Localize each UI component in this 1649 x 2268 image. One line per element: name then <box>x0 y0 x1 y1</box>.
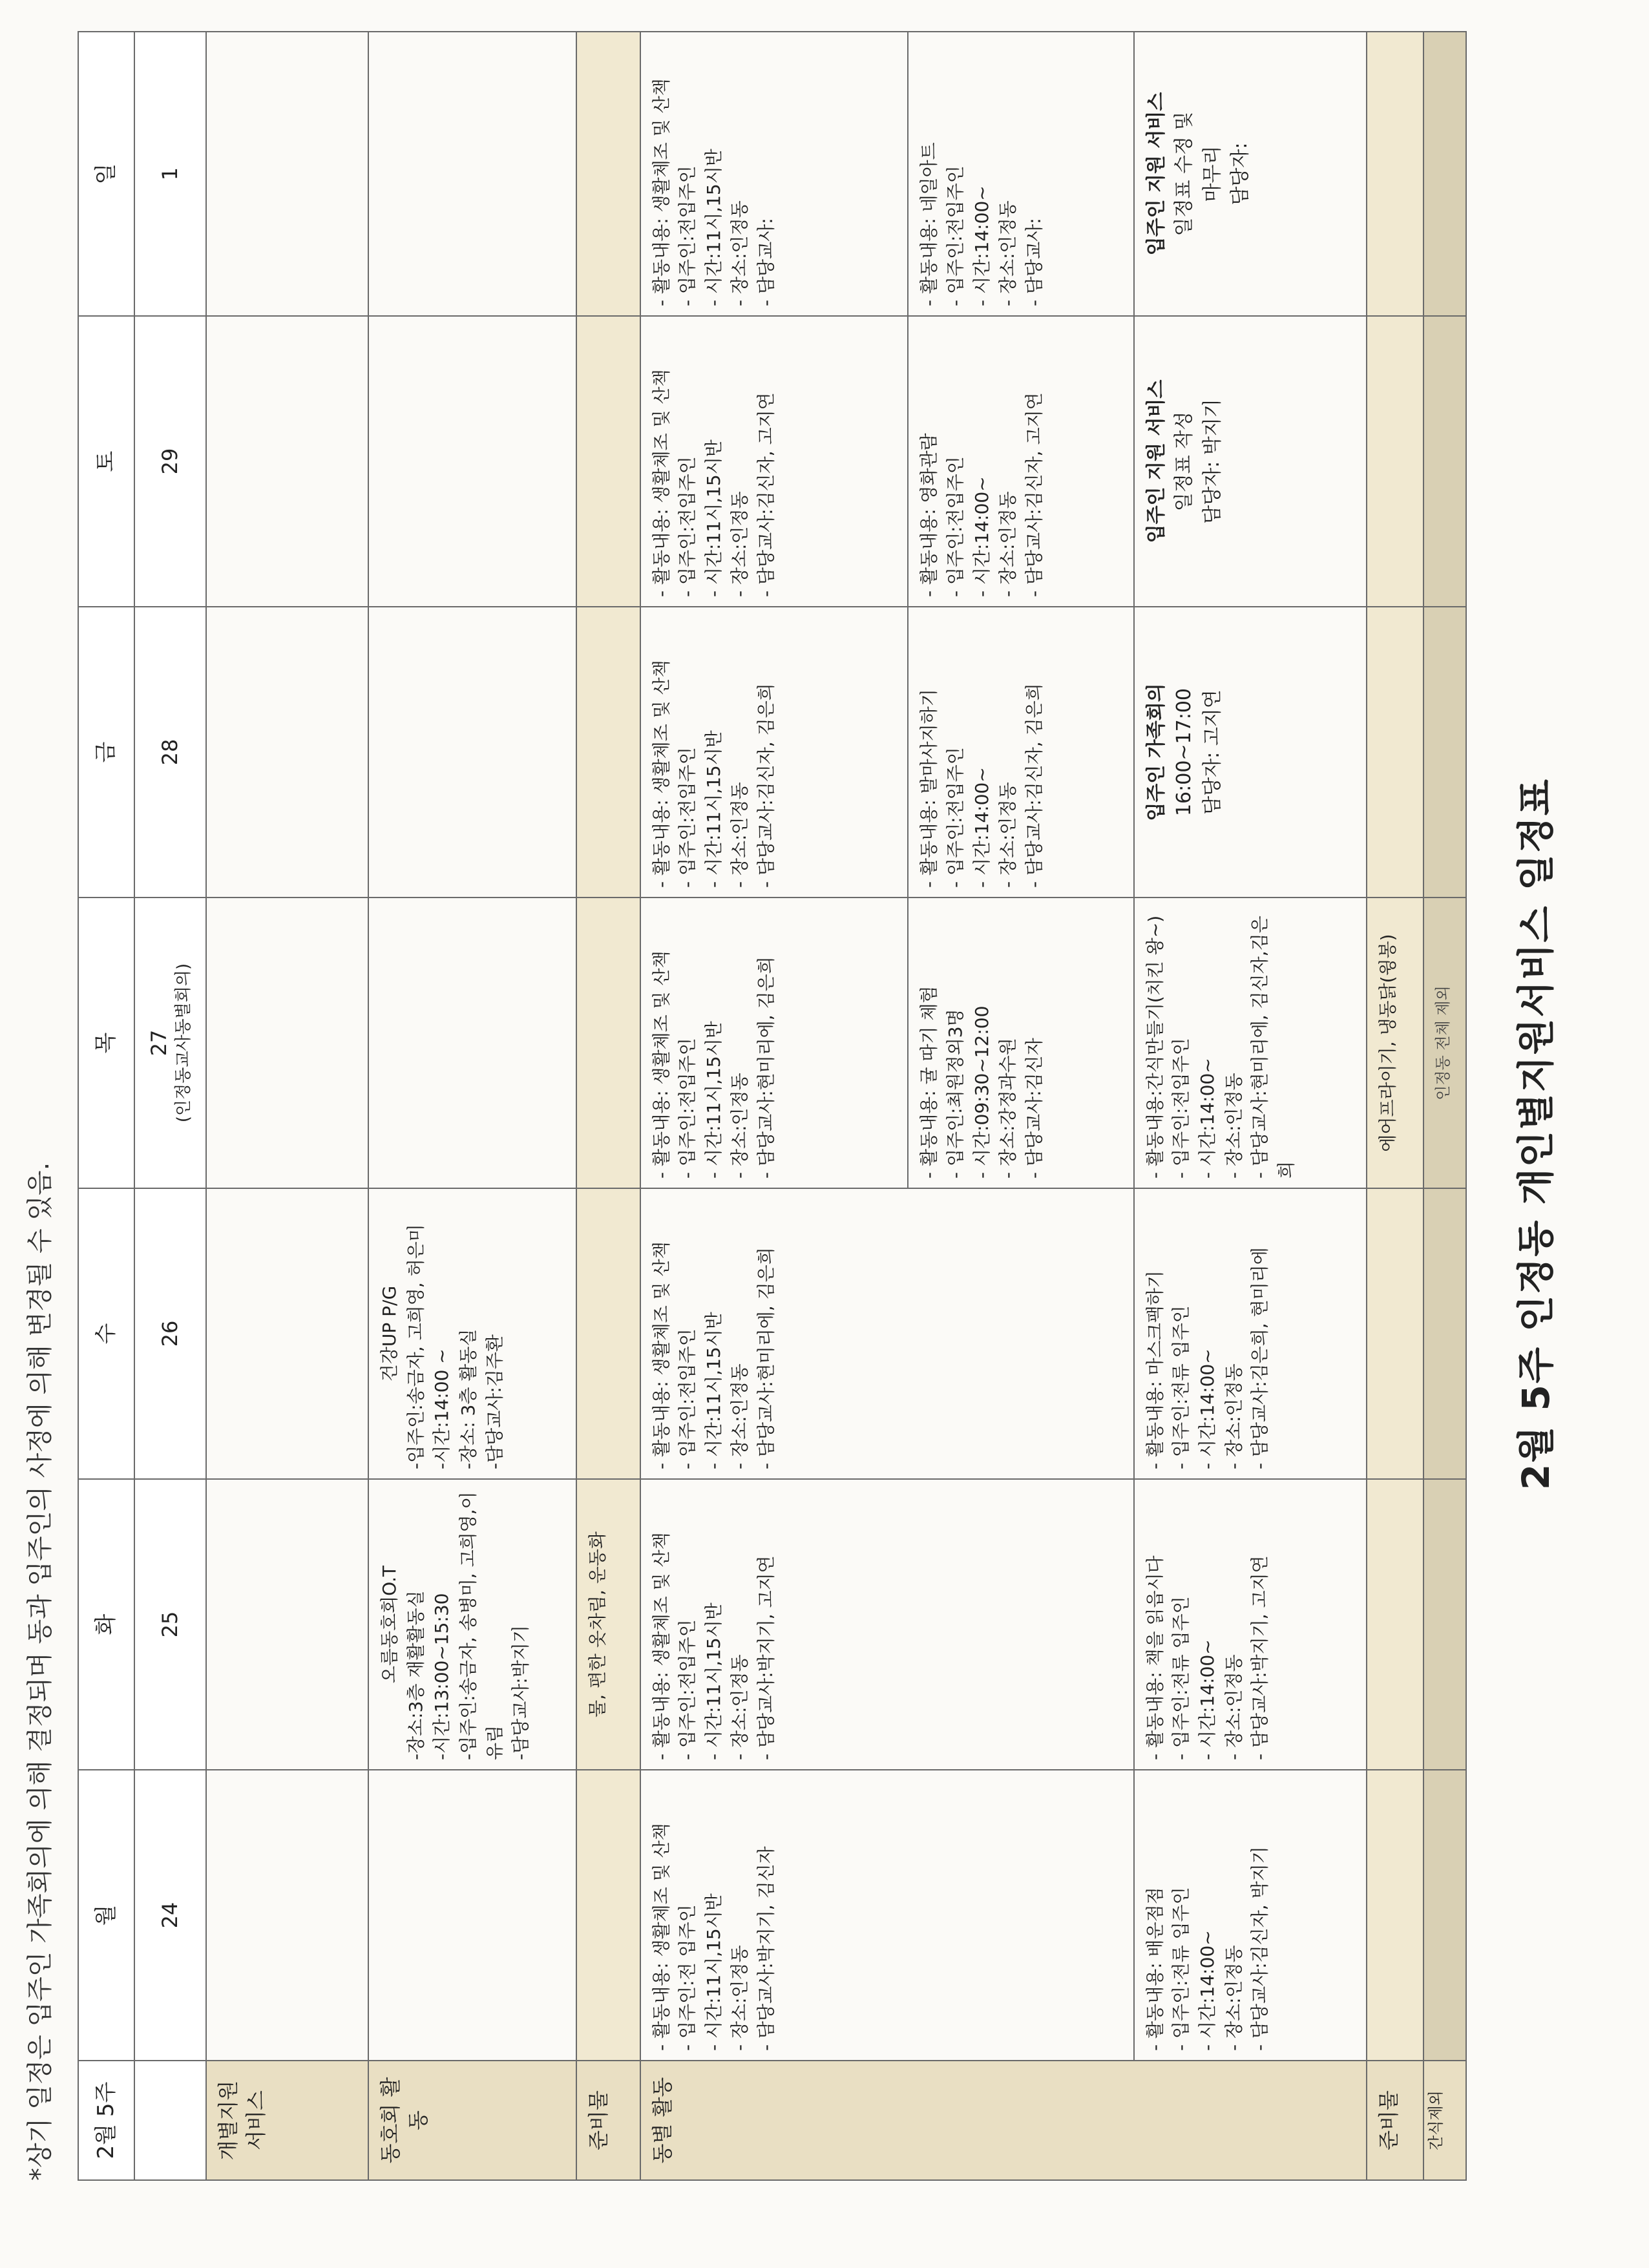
floor-sat-mid <box>908 316 1133 607</box>
activity-line: - 장소:인정동 <box>729 1363 751 1469</box>
activity-line: - 시간:11시,15시반 <box>702 149 724 306</box>
prep-row-1 <box>576 32 640 2180</box>
individual-wed <box>206 1188 368 1479</box>
fri-family-meeting-manager: 담당자: 고지연 <box>1201 689 1224 815</box>
club-wed-title: 건강UP P/G <box>379 1285 401 1382</box>
club-wed-line: -입주인:송금자, 고희영, 허은미 <box>404 1224 426 1469</box>
activity-line: - 활동내용: 네일아트 <box>918 142 940 306</box>
page-title: 2월 5주 인정동 개인별지원서비스 일정표 <box>1514 778 1558 1490</box>
date-row <box>134 32 206 2180</box>
activity-line: - 장소:인정동 <box>729 1654 751 1760</box>
activity-line: - 담당교사:현미리에, 김신자,김은희 <box>1249 916 1297 1179</box>
activity-line: - 담당교사:김은희, 현미리에 <box>1249 1247 1271 1469</box>
prep2-thu: 에어프라이기, 냉동닭(윙봉) <box>1367 898 1423 1188</box>
activity-line: - 시간:14:00~ <box>971 185 993 306</box>
activity-line: - 활동내용: 생활체조 및 산책 <box>650 660 672 888</box>
prep1-sat <box>576 316 640 607</box>
activity-line: - 활동내용:간식만들기(치킨 왕~) <box>1144 915 1166 1179</box>
club-tue-line: -담당교사:박지기 <box>510 1625 532 1760</box>
floor-sun-am <box>640 32 909 316</box>
activity-line: - 담당교사:현미리에, 김은희 <box>755 956 777 1179</box>
row-label-floor: 동별 활동 <box>640 2061 1367 2180</box>
row-label-prep-1: 준비물 <box>576 2061 640 2180</box>
prep1-sun <box>576 32 640 316</box>
snack-exclusion-row <box>1423 32 1466 2180</box>
activity-line: - 활동내용: 배운점점 <box>1144 1887 1166 2051</box>
prep2-sat <box>1367 316 1423 607</box>
prep1-tue: 물, 편한 옷차림, 운동화 <box>576 1479 640 1770</box>
date-tue: 25 <box>134 1479 206 1770</box>
activity-line: - 장소:인정동 <box>729 1073 751 1179</box>
club-tue-line: -입주인:송금자, 송병미, 고희영,이유림 <box>457 1491 505 1760</box>
activity-line: - 시간:09:30~12:00 <box>971 1005 993 1179</box>
activity-line: - 담당교사:김신자, 김은희 <box>755 683 777 888</box>
individual-fri <box>206 607 368 898</box>
activity-line: - 담당교사: <box>755 218 777 306</box>
prep1-mon <box>576 1770 640 2061</box>
activity-line: - 장소:인정동 <box>997 200 1019 306</box>
snack-thu: 인정동 전체 제외 <box>1423 898 1466 1188</box>
row-label-individual: 개별지원 서비스 <box>206 2061 368 2180</box>
activity-line: - 담당교사:박지기, 고지연 <box>1249 1555 1271 1760</box>
prep1-wed <box>576 1188 640 1479</box>
club-tue-title: 오름동호회O.T <box>379 1565 401 1684</box>
fri-family-meeting: 입주인 가족회의 <box>1144 683 1168 821</box>
day-header-row <box>78 32 134 2180</box>
club-wed <box>368 1188 576 1479</box>
sun-support-plan-detail: 마무리 <box>1201 145 1224 202</box>
activity-line: - 입주인:전류 입주인 <box>1170 1596 1192 1760</box>
activity-line: - 시간:11시,15시반 <box>702 1312 724 1469</box>
activity-line: - 시간:14:00~ <box>1197 1058 1219 1179</box>
activity-line: - 입주인:전입주인 <box>945 165 967 306</box>
activity-line: - 시간:14:00~ <box>1197 1639 1219 1760</box>
club-tue <box>368 1479 576 1770</box>
floor-thu-mid <box>908 898 1133 1188</box>
activity-line: - 활동내용: 생활체조 및 산책 <box>650 950 672 1179</box>
activity-line: - 활동내용: 생활체조 및 산책 <box>650 1241 672 1469</box>
floor-wed-am <box>640 1188 1134 1479</box>
sun-support-plan-manager: 담당자: <box>1229 142 1252 205</box>
prep2-wed <box>1367 1188 1423 1479</box>
schedule-table <box>78 31 1467 2181</box>
activity-line: - 입주인:전류 입주인 <box>1170 1887 1192 2051</box>
individual-thu <box>206 898 368 1188</box>
activity-line: - 입주인:최원정외3명 <box>945 1009 967 1179</box>
club-activity-row <box>368 32 576 2180</box>
floor-thu-pm <box>1134 898 1367 1188</box>
activity-line: - 활동내용: 생활체조 및 산책 <box>650 1532 672 1760</box>
activity-line: - 입주인:전입주인 <box>677 456 698 597</box>
sat-support-plan-detail: 일정표 작성 <box>1173 411 1196 512</box>
activity-line: - 시간:11시,15시반 <box>702 439 724 597</box>
date-thu-note: (인정동교사동별회의) <box>173 963 193 1123</box>
activity-line: - 장소:인정동 <box>729 491 751 597</box>
activity-line: - 입주인:전입주인 <box>945 747 967 888</box>
date-fri: 28 <box>134 607 206 898</box>
activity-line: - 활동내용: 생활체조 및 산책 <box>650 78 672 306</box>
activity-line: - 장소:인정동 <box>729 200 751 306</box>
floor-sat-pm <box>1134 316 1367 607</box>
activity-line: - 장소:인정동 <box>1223 1654 1245 1760</box>
snack-mon <box>1423 1770 1466 2061</box>
activity-line: - 장소:인정동 <box>997 782 1019 888</box>
floor-thu-am <box>640 898 909 1188</box>
activity-line: - 담당교사:박지기, 김신자 <box>755 1846 777 2051</box>
activity-line: - 장소:인정동 <box>729 1945 751 2051</box>
activity-line: - 담당교사:김신자 <box>1023 1038 1045 1179</box>
floor-mon-am <box>640 1770 1134 2061</box>
activity-line: - 입주인:전입주인 <box>677 1619 698 1760</box>
date-sat: 29 <box>134 316 206 607</box>
club-wed-line: -담당교사:김주환 <box>483 1334 505 1469</box>
activity-line: - 담당교사: <box>1023 218 1045 306</box>
snack-sat <box>1423 316 1466 607</box>
day-mon: 월 <box>78 1770 134 2061</box>
floor-fri-am <box>640 607 909 898</box>
floor-activity-row-pm <box>1134 32 1367 2180</box>
club-thu <box>368 898 576 1188</box>
prep-row-2 <box>1367 32 1423 2180</box>
footnote: *상기 일정은 입주인 가족회의에 의해 결정되며 동과 입주인의 사정에 의해 변경될 수 있음. <box>25 1162 55 2181</box>
activity-line: - 입주인:전입주인 <box>677 165 698 306</box>
date-wed: 26 <box>134 1188 206 1479</box>
activity-line: - 시간:11시,15시반 <box>702 1021 724 1179</box>
row-label-snack: 간식제외 <box>1423 2061 1466 2180</box>
club-mon <box>368 1770 576 2061</box>
individual-sat <box>206 316 368 607</box>
activity-line: - 입주인:전류 입주인 <box>1170 1305 1192 1469</box>
club-tue-line: -장소:3층 재활활동실 <box>404 1590 426 1760</box>
floor-tue-pm <box>1134 1479 1367 1770</box>
date-sun: 1 <box>134 32 206 316</box>
individual-sun <box>206 32 368 316</box>
activity-line: - 장소:인정동 <box>1223 1363 1245 1469</box>
row-label-club: 동호회 활동 <box>368 2061 576 2180</box>
date-row-blank <box>134 2061 206 2180</box>
activity-line: - 시간:14:00~ <box>1197 1349 1219 1469</box>
floor-mon-pm <box>1134 1770 1367 2061</box>
day-wed: 수 <box>78 1188 134 1479</box>
floor-tue-am <box>640 1479 1134 1770</box>
sun-support-plan: 입주인 지원 서비스 <box>1144 92 1168 256</box>
club-wed-line: -장소: 3층 활동실 <box>457 1328 479 1469</box>
sun-support-plan-detail: 일정표 수정 및 <box>1173 111 1196 236</box>
day-thu: 목 <box>78 898 134 1188</box>
snack-sun <box>1423 32 1466 316</box>
day-sun: 일 <box>78 32 134 316</box>
activity-line: - 담당교사:현미리에, 김은희 <box>755 1247 777 1469</box>
activity-line: - 시간:14:00~ <box>971 767 993 888</box>
club-wed-line: -시간:14:00 ~ <box>431 1349 453 1469</box>
snack-tue <box>1423 1479 1466 1770</box>
fri-family-meeting-time: 16:00~17:00 <box>1173 688 1196 817</box>
individual-mon <box>206 1770 368 2061</box>
club-tue-line: -시간:13:00~15:30 <box>431 1593 453 1760</box>
activity-line: - 시간:14:00~ <box>971 476 993 597</box>
activity-line: - 입주인:전입주인 <box>677 747 698 888</box>
activity-line: - 담당교사:김신자, 박지기 <box>1249 1846 1271 2051</box>
floor-sun-mid <box>908 32 1133 316</box>
activity-line: - 담당교사:김신자, 김은희 <box>1023 683 1045 888</box>
prep1-thu <box>576 898 640 1188</box>
activity-line: - 시간:14:00~ <box>1197 1930 1219 2051</box>
prep2-fri <box>1367 607 1423 898</box>
snack-wed <box>1423 1188 1466 1479</box>
day-sat: 토 <box>78 316 134 607</box>
date-mon: 24 <box>134 1770 206 2061</box>
date-thu <box>134 898 206 1188</box>
row-label-prep-2: 준비물 <box>1367 2061 1423 2180</box>
activity-line: - 활동내용: 발마사지하기 <box>918 689 940 888</box>
day-fri: 금 <box>78 607 134 898</box>
activity-line: - 장소:인정동 <box>997 491 1019 597</box>
club-sun <box>368 32 576 316</box>
club-fri <box>368 607 576 898</box>
floor-sun-pm <box>1134 32 1367 316</box>
activity-line: - 입주인:전 입주인 <box>677 1904 698 2051</box>
activity-line: - 활동내용: 영화관람 <box>918 433 940 597</box>
prep2-mon <box>1367 1770 1423 2061</box>
sat-support-plan: 입주인 지원 서비스 <box>1144 379 1168 543</box>
activity-line: - 활동내용: 생활체조 및 산책 <box>650 369 672 597</box>
individual-tue <box>206 1479 368 1770</box>
activity-line: - 시간:11시,15시반 <box>702 1893 724 2051</box>
prep1-fri <box>576 607 640 898</box>
activity-line: - 활동내용: 책을 읽읍시다 <box>1144 1555 1166 1760</box>
activity-line: - 장소:인정동 <box>729 782 751 888</box>
activity-line: - 장소:인정동 <box>1223 1945 1245 2051</box>
date-thu-number: 27 <box>147 1029 171 1056</box>
activity-line: - 입주인:전입주인 <box>677 1038 698 1179</box>
individual-service-row <box>206 32 368 2180</box>
sat-support-plan-manager: 담당자: 박지기 <box>1201 399 1224 524</box>
floor-fri-mid <box>908 607 1133 898</box>
activity-line: - 입주인:전입주인 <box>677 1328 698 1469</box>
prep2-sun <box>1367 32 1423 316</box>
activity-line: - 담당교사:박지기, 고지연 <box>755 1555 777 1760</box>
activity-line: - 활동내용: 마스크팩하기 <box>1144 1270 1166 1469</box>
snack-fri <box>1423 607 1466 898</box>
activity-line: - 시간:11시,15시반 <box>702 1602 724 1760</box>
activity-line: - 장소:인정동 <box>1223 1073 1245 1179</box>
floor-sat-am <box>640 316 909 607</box>
club-sat <box>368 316 576 607</box>
activity-line: - 활동내용: 생활체조 및 산책 <box>650 1823 672 2051</box>
activity-line: - 입주인:전입주인 <box>1170 1038 1192 1179</box>
activity-line: - 장소:강정과수원 <box>997 1038 1019 1179</box>
week-label: 2월 5주 <box>78 2061 134 2180</box>
activity-line: - 시간:11시,15시반 <box>702 730 724 888</box>
floor-activity-row-am <box>640 32 909 2180</box>
floor-wed-pm <box>1134 1188 1367 1479</box>
floor-fri-pm <box>1134 607 1367 898</box>
activity-line: - 활동내용: 귤 따기 체험 <box>918 985 940 1179</box>
activity-line: - 입주인:전입주인 <box>945 456 967 597</box>
day-tue: 화 <box>78 1479 134 1770</box>
activity-line: - 담당교사:김신자, 고지연 <box>1023 392 1045 597</box>
activity-line: - 담당교사:김신자, 고지연 <box>755 392 777 597</box>
prep2-tue <box>1367 1479 1423 1770</box>
